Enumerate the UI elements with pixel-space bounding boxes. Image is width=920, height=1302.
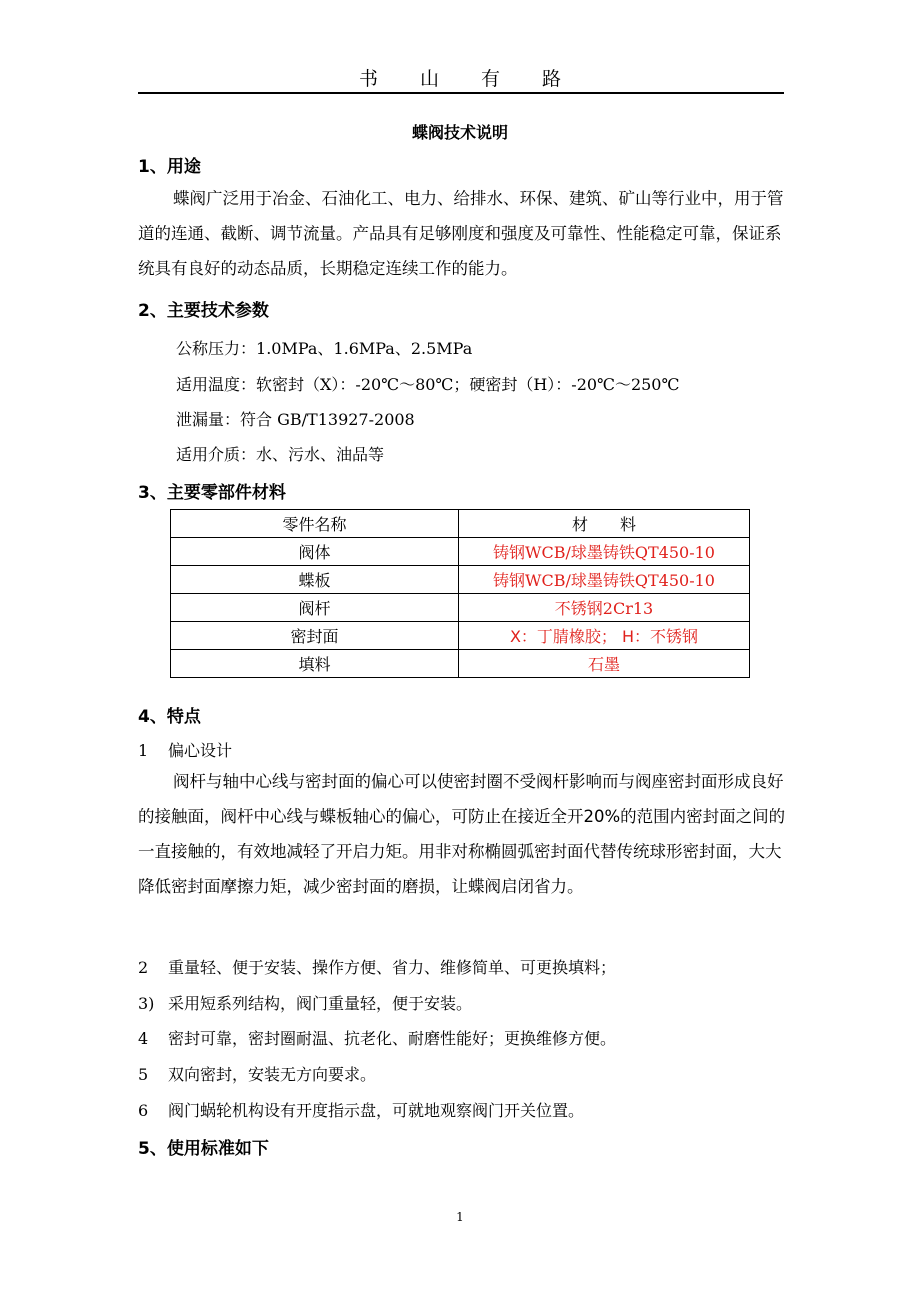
feature-number: 4: [138, 1029, 149, 1048]
material-cell: X：丁腈橡胶； H：不锈钢: [459, 622, 750, 650]
section-heading-standards: 5、使用标准如下: [138, 1139, 269, 1159]
section-heading-usage: 1、用途: [138, 157, 201, 177]
part-name-cell: 密封面: [171, 622, 459, 650]
table-row: [171, 594, 750, 622]
table-header-row: [171, 510, 750, 538]
param-label: 适用温度：: [176, 375, 257, 394]
feature-title: 偏心设计: [168, 741, 233, 760]
feature-item-1-title: [138, 738, 232, 761]
document-title: 蝶阀技术说明: [411, 123, 508, 142]
table-row: [171, 538, 750, 566]
table-row: [171, 622, 750, 650]
feature-item: [138, 991, 472, 1014]
feature-item: [138, 1098, 584, 1121]
page-number: 1: [456, 1210, 464, 1224]
table-row: [171, 566, 750, 594]
param-row-leakage: [176, 407, 415, 430]
materials-table: [170, 509, 750, 678]
part-name-cell: 蝶板: [171, 566, 459, 594]
feature-text: 密封可靠，密封圈耐温、抗老化、耐磨性能好；更换维修方便。: [168, 1029, 617, 1048]
param-value: 1.0MPa、1.6MPa、2.5MPa: [256, 339, 473, 358]
param-row-medium: [176, 442, 384, 465]
feature-item-1-text: 阀杆与轴中心线与密封面的偏心可以使密封圈不受阀杆影响而与阀座密封面形成良好的接触面，阀杆中心线与蝶板轴心的偏心，可防止在接近全开20%的范围内密封面之间的一直接触的，有效地减轻了开启力矩。用非对称椭圆弧密封面代替传统球形密封面，大大降低密封面摩擦力矩，减少密封面的磨损，让蝶阀启闭省力。: [138, 772, 786, 896]
param-row-pressure: [176, 336, 472, 359]
table-header-cell: 零件名称: [171, 510, 459, 538]
material-cell: 石墨: [459, 650, 750, 678]
header-divider: [138, 92, 784, 94]
feature-number: 1: [138, 741, 149, 760]
material-cell: 铸钢WCB/球墨铸铁QT450-10: [459, 538, 750, 566]
feature-item: [138, 955, 616, 978]
part-name-cell: 填料: [171, 650, 459, 678]
page-header-title: 书 山 有 路: [358, 68, 580, 90]
material-cell: 铸钢WCB/球墨铸铁QT450-10: [459, 566, 750, 594]
feature-number: 5: [138, 1065, 149, 1084]
feature-number: 3): [138, 994, 155, 1013]
part-name-cell: 阀杆: [171, 594, 459, 622]
section-heading-features: 4、特点: [138, 707, 201, 727]
part-name-cell: 阀体: [171, 538, 459, 566]
param-label: 泄漏量：: [176, 410, 241, 429]
feature-text: 双向密封，安装无方向要求。: [168, 1065, 377, 1084]
table-row: [171, 650, 750, 678]
section-heading-materials: 3、主要零部件材料: [138, 483, 286, 503]
material-cell: 不锈钢2Cr13: [459, 594, 750, 622]
feature-number: 6: [138, 1101, 149, 1120]
feature-text: 采用短系列结构，阀门重量轻，便于安装。: [168, 994, 473, 1013]
param-row-temperature: [176, 372, 679, 395]
feature-number: 2: [138, 958, 149, 977]
param-value: 软密封（X）：-20℃～80℃；硬密封（H）：-20℃～250℃: [256, 375, 680, 394]
usage-paragraph: 蝶阀广泛用于冶金、石油化工、电力、给排水、环保、建筑、矿山等行业中，用于管道的连通、截断、调节流量。产品具有足够刚度和强度及可靠性、性能稳定可靠，保证系统具有良好的动态品质，长期稳定连续工作的能力。: [138, 189, 784, 278]
table-header-cell: 材 料: [459, 510, 750, 538]
feature-text: 重量轻、便于安装、操作方便、省力、维修简单、可更换填料；: [168, 958, 617, 977]
param-label: 公称压力：: [176, 339, 257, 358]
section-heading-tech-params: 2、主要技术参数: [138, 301, 269, 321]
feature-item: [138, 1062, 376, 1085]
param-value: 水、污水、油品等: [256, 445, 385, 464]
param-value: 符合 GB/T13927-2008: [240, 410, 415, 429]
feature-item: [138, 1026, 616, 1049]
param-label: 适用介质：: [176, 445, 257, 464]
feature-text: 阀门蜗轮机构设有开度指示盘，可就地观察阀门开关位置。: [168, 1101, 585, 1120]
